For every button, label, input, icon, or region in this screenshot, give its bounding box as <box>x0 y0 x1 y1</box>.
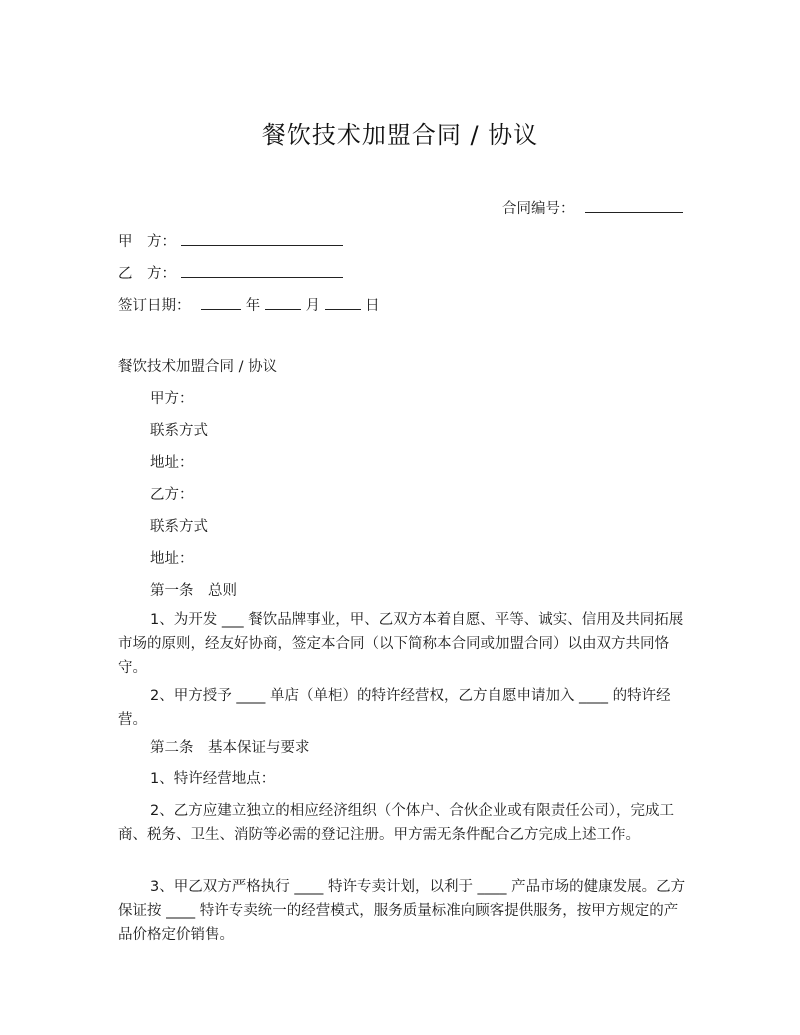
month-blank <box>265 295 301 310</box>
party-a-line <box>118 231 343 252</box>
contract-number-label: 合同编号： <box>502 201 575 217</box>
party-a-blank <box>181 231 343 246</box>
paragraph-5-text: 3、甲乙双方严格执行 ____ 特许专卖计划，以利于 ____ 产品市场的健康发展。乙方保证按 ____ 特许专卖统一的经营模式，服务质量标准向顾客提供服务，按甲方规定的产品价格定价销售。 <box>118 879 686 943</box>
field-party-a: 甲方： <box>150 391 194 407</box>
party-b-blank <box>181 263 343 278</box>
sign-date-label: 签订日期： <box>118 298 191 314</box>
paragraph-1 <box>118 608 690 680</box>
paragraph-2 <box>118 684 690 732</box>
body-subtitle: 餐饮技术加盟合同 / 协议 <box>118 359 278 375</box>
day-label: 日 <box>365 298 380 314</box>
sign-date-line <box>118 295 380 316</box>
party-a-label: 甲 方： <box>118 234 176 250</box>
field-party-b-address: 地址： <box>150 551 194 567</box>
paragraph-4 <box>118 799 690 847</box>
document-title: 餐饮技术加盟合同 / 协议 <box>261 121 539 149</box>
paragraph-3-text: 1、特许经营地点： <box>150 771 276 787</box>
paragraph-2-text: 2、甲方授予 ____ 单店（单柜）的特许经营权，乙方自愿申请加入 ____ 的特许经营。 <box>118 688 671 728</box>
field-party-b-contact: 联系方式 <box>150 519 208 535</box>
paragraph-5 <box>118 875 690 947</box>
field-party-a-address: 地址： <box>150 455 194 471</box>
paragraph-4-text: 2、乙方应建立独立的相应经济组织（个体户、合伙企业或有限责任公司），完成工商、税务、卫生、消防等必需的登记注册。甲方需无条件配合乙方完成上述工作。 <box>118 803 674 843</box>
field-party-a-contact: 联系方式 <box>150 423 208 439</box>
field-party-b: 乙方： <box>150 487 194 503</box>
article-1-title: 第一条 总则 <box>150 583 237 599</box>
paragraph-3 <box>118 767 690 791</box>
day-blank <box>325 295 361 310</box>
paragraph-1-text: 1、为开发 ___ 餐饮品牌事业，甲、乙双方本着自愿、平等、诚实、信用及共同拓展市场的原则，经友好协商，签定本合同（以下简称本合同或加盟合同）以由双方共同恪守。 <box>118 612 684 676</box>
contract-number-line <box>502 198 683 219</box>
year-blank <box>201 295 241 310</box>
party-b-line <box>118 263 343 284</box>
month-label: 月 <box>305 298 320 314</box>
party-b-label: 乙 方： <box>118 266 176 282</box>
article-2-title: 第二条 基本保证与要求 <box>150 740 310 756</box>
contract-number-blank <box>585 198 683 213</box>
year-label: 年 <box>245 298 261 314</box>
